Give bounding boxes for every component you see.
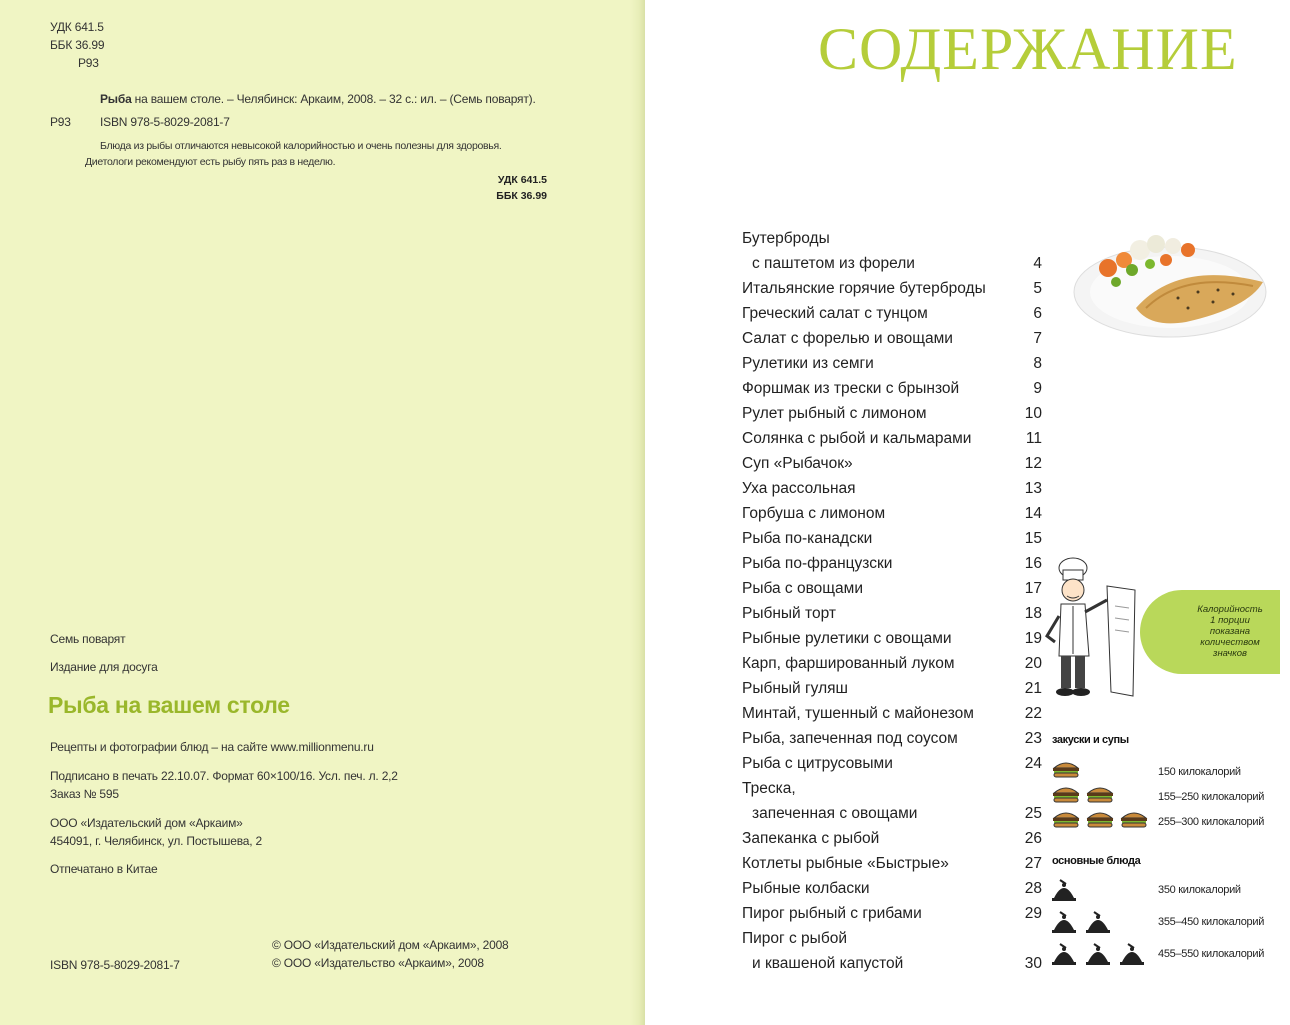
publisher-name: ООО «Издательский дом «Аркаим» — [50, 816, 243, 830]
burger-icon — [1052, 810, 1080, 833]
printed-in: Отпечатано в Китае — [50, 862, 158, 876]
toc-entry-page: 18 — [1024, 605, 1042, 622]
toc-entry — [742, 276, 1042, 301]
bbk-code: ББК 36.99 — [50, 38, 105, 52]
legend-main-label: 355–450 килокалорий — [1158, 916, 1265, 928]
cloche-icon — [1120, 942, 1144, 971]
legend-snack-row — [1052, 760, 1282, 785]
speech-bubble-text: Калорийность 1 порции показана количеством значков — [1197, 604, 1263, 659]
edition-type: Издание для досуга — [50, 660, 158, 674]
toc-entry-title: Солянка с рыбой и кальмарами — [742, 430, 972, 447]
toc-entry-title: Рыба с цитрусовыми — [742, 755, 893, 772]
toc-entry-title: с паштетом из форели — [752, 255, 915, 272]
legend-main-label: 350 килокалорий — [1158, 884, 1241, 896]
toc-entry-title: Греческий салат с тунцом — [742, 305, 928, 322]
toc-entry-title: Минтай, тушенный с майонезом — [742, 705, 974, 722]
toc-entry-title: и квашеной капустой — [752, 955, 904, 972]
toc-entry-title: Итальянские горячие бутерброды — [742, 280, 986, 297]
toc-entry — [742, 351, 1042, 376]
burger-icon — [1052, 785, 1080, 808]
legend-main-row — [1052, 942, 1282, 974]
toc-entry-page: 19 — [1024, 630, 1042, 647]
toc-entry — [742, 326, 1042, 351]
toc-entry — [742, 676, 1042, 701]
cloche-icon — [1086, 910, 1110, 939]
legend-main — [1052, 878, 1282, 978]
toc-entry-page: 11 — [1025, 430, 1042, 447]
toc-entry — [742, 551, 1042, 576]
toc-entry — [742, 251, 1042, 276]
legend-snack-label: 150 килокалорий — [1158, 766, 1241, 778]
toc-entry-page: 12 — [1024, 455, 1042, 472]
toc-entry — [742, 926, 1042, 951]
toc-entry — [742, 951, 1042, 976]
toc-entry — [742, 526, 1042, 551]
publisher-address: 454091, г. Челябинск, ул. Постышева, 2 — [50, 834, 262, 848]
toc-entry-title: Уха рассольная — [742, 480, 856, 497]
legend-snack-label: 155–250 килокалорий — [1158, 791, 1265, 803]
legend-snacks-heading: закуски и супы — [1052, 734, 1129, 746]
toc-entry-title: Рулет рыбный с лимоном — [742, 405, 927, 422]
cloche-icon — [1052, 910, 1076, 939]
legend-snack-row — [1052, 785, 1282, 810]
toc-entry-page: 14 — [1024, 505, 1042, 522]
toc-entry-title: Рыбные рулетики с овощами — [742, 630, 952, 647]
book-title: Рыба на вашем столе — [48, 692, 290, 718]
toc-entry-title: Салат с форелью и овощами — [742, 330, 953, 347]
toc-entry — [742, 476, 1042, 501]
toc-entry-page: 10 — [1024, 405, 1042, 422]
fish-dish-photo — [1068, 220, 1273, 340]
copyright-1: © ООО «Издательский дом «Аркаим», 2008 — [272, 938, 509, 952]
toc-entry — [742, 376, 1042, 401]
toc-entry — [742, 226, 1042, 251]
series-name: Семь поварят — [50, 632, 126, 646]
annotation-line-2: Диетологи рекомендуют есть рыбу пять раз в неделю. — [85, 156, 336, 168]
toc-entry-title: Пирог рыбный с грибами — [742, 905, 922, 922]
table-of-contents — [742, 226, 1042, 976]
toc-entry-page: 5 — [1033, 280, 1042, 297]
signed-line-1: Подписано в печать 22.10.07. Формат 60×100/16. Усл. печ. л. 2,2 — [50, 769, 398, 783]
cloche-icon — [1052, 942, 1076, 971]
toc-entry — [742, 651, 1042, 676]
toc-entry — [742, 876, 1042, 901]
toc-entry — [742, 826, 1042, 851]
toc-entry-page: 8 — [1033, 355, 1042, 372]
toc-entry-title: Треска, — [742, 780, 796, 797]
toc-entry — [742, 901, 1042, 926]
cloche-icon — [1052, 878, 1076, 907]
author-mark: Р93 — [78, 56, 99, 70]
bbk-right: ББК 36.99 — [496, 190, 547, 202]
toc-entry-page: 28 — [1024, 880, 1042, 897]
legend-snack-label: 255–300 килокалорий — [1158, 816, 1265, 828]
toc-entry-page: 23 — [1024, 730, 1042, 747]
cloche-icon — [1086, 942, 1110, 971]
toc-entry-page: 15 — [1024, 530, 1042, 547]
biblio-title-bold: Рыба — [100, 92, 132, 106]
legend-snacks — [1052, 760, 1282, 840]
toc-entry-title: Рыбный торт — [742, 605, 836, 622]
toc-entry — [742, 776, 1042, 801]
copyright-2: © ООО «Издательство «Аркаим», 2008 — [272, 956, 484, 970]
toc-entry-page: 13 — [1024, 480, 1042, 497]
burger-icon — [1120, 810, 1148, 833]
toc-entry — [742, 576, 1042, 601]
isbn-line: ISBN 978-5-8029-2081-7 — [100, 115, 230, 129]
toc-entry — [742, 751, 1042, 776]
legend-main-label: 455–550 килокалорий — [1158, 948, 1265, 960]
toc-entry-title: Форшмак из трески с брынзой — [742, 380, 960, 397]
biblio-title-rest: на вашем столе. – Челябинск: Аркаим, 2008. – 32 с.: ил. – (Семь поварят). — [131, 92, 536, 106]
toc-entry-page: 30 — [1024, 955, 1042, 972]
legend-main-heading: основные блюда — [1052, 855, 1141, 867]
legend-main-row — [1052, 878, 1282, 910]
toc-entry-title: Горбуша с лимоном — [742, 505, 886, 522]
udk-code: УДК 641.5 — [50, 20, 104, 34]
toc-entry-title: Бутерброды — [742, 230, 830, 247]
toc-entry-title: Карп, фаршированный луком — [742, 655, 955, 672]
toc-entry-page — [1016, 226, 1042, 251]
book-spine — [630, 0, 645, 1025]
toc-entry — [742, 851, 1042, 876]
biblio-mark: Р93 — [50, 115, 71, 129]
toc-entry-page: 25 — [1024, 805, 1042, 822]
annotation-line-1: Блюда из рыбы отличаются невысокой калорийностью и очень полезны для здоровья. — [100, 140, 502, 152]
toc-entry-page: 22 — [1024, 705, 1042, 722]
burger-icon — [1086, 785, 1114, 808]
toc-entry — [742, 501, 1042, 526]
toc-entry-title: Суп «Рыбачок» — [742, 455, 853, 472]
toc-entry-title: Рулетики из семги — [742, 355, 874, 372]
toc-entry-page: 16 — [1024, 555, 1042, 572]
toc-entry — [742, 426, 1042, 451]
toc-entry-title: Рыбный гуляш — [742, 680, 848, 697]
order-number: Заказ № 595 — [50, 787, 119, 801]
toc-entry-page: 24 — [1024, 755, 1042, 772]
toc-entry — [742, 701, 1042, 726]
toc-entry — [742, 726, 1042, 751]
udk-right: УДК 641.5 — [497, 174, 547, 186]
toc-entry-page: 7 — [1033, 330, 1042, 347]
toc-entry-title: Рыба с овощами — [742, 580, 863, 597]
legend-snack-row — [1052, 810, 1282, 835]
burger-icon — [1086, 810, 1114, 833]
toc-entry-title: Рыба, запеченная под соусом — [742, 730, 958, 747]
toc-entry-page: 9 — [1033, 380, 1042, 397]
chef-illustration — [1045, 556, 1145, 701]
toc-entry-title: Котлеты рыбные «Быстрые» — [742, 855, 949, 872]
toc-entry-title: Запеканка с рыбой — [742, 830, 880, 847]
toc-entry-title: Рыба по-канадски — [742, 530, 873, 547]
burger-icon — [1052, 760, 1080, 783]
toc-entry-title: запеченная с овощами — [752, 805, 918, 822]
isbn-bottom: ISBN 978-5-8029-2081-7 — [50, 958, 180, 972]
toc-entry — [742, 301, 1042, 326]
toc-entry — [742, 451, 1042, 476]
legend-main-row — [1052, 910, 1282, 942]
toc-entry-title: Пирог с рыбой — [742, 930, 847, 947]
toc-entry — [742, 401, 1042, 426]
toc-entry — [742, 626, 1042, 651]
toc-entry-title: Рыба по-французски — [742, 555, 893, 572]
biblio-record — [100, 90, 536, 108]
toc-heading: СОДЕРЖАНИЕ — [818, 16, 1238, 82]
toc-entry-page: 27 — [1024, 855, 1042, 872]
toc-entry-page: 29 — [1024, 905, 1042, 922]
toc-entry-page: 20 — [1024, 655, 1042, 672]
toc-entry-page — [1016, 926, 1042, 951]
toc-entry-page — [1016, 776, 1042, 801]
toc-entry — [742, 801, 1042, 826]
toc-entry-page: 17 — [1024, 580, 1042, 597]
toc-entry — [742, 601, 1042, 626]
toc-entry-page: 6 — [1033, 305, 1042, 322]
recipes-note: Рецепты и фотографии блюд – на сайте www.millionmenu.ru — [50, 740, 374, 754]
toc-entry-title: Рыбные колбаски — [742, 880, 870, 897]
toc-entry-page: 4 — [1033, 255, 1042, 272]
toc-entry-page: 26 — [1024, 830, 1042, 847]
toc-entry-page: 21 — [1024, 680, 1042, 697]
